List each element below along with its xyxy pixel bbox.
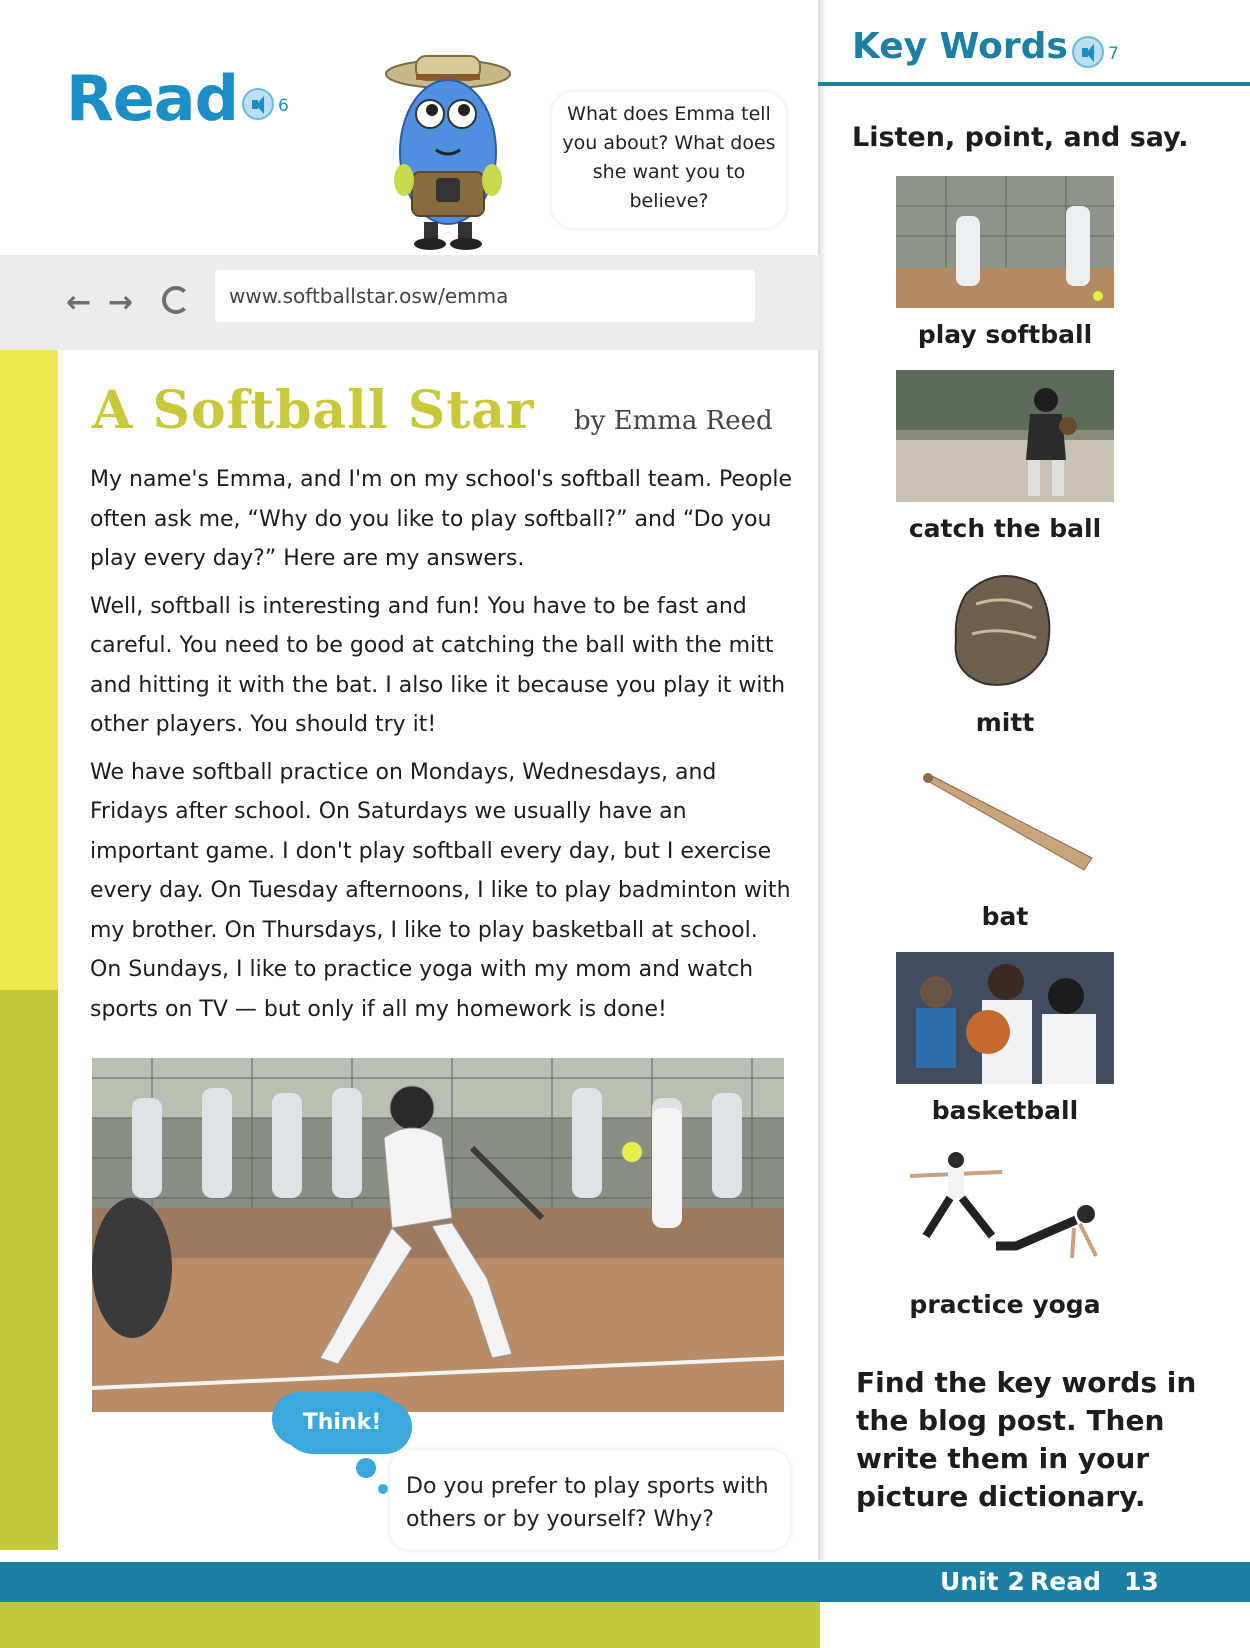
reload-icon[interactable] bbox=[162, 286, 190, 314]
green-side-strip bbox=[0, 990, 58, 1550]
key-word-basketball bbox=[880, 952, 1130, 1125]
key-words-task: Find the key words in the blog post. Then write them in your picture dictionary. bbox=[856, 1366, 1197, 1513]
bat-photo bbox=[896, 758, 1114, 890]
key-words-heading: Key Words bbox=[852, 26, 1068, 67]
mascot-explorer-icon bbox=[378, 52, 518, 252]
article-paragraph: We have softball practice on Mondays, Wednesdays, and Fridays after school. On Saturdays we usually have an important game. I don't play softball every day, but I exercise every day. On Tuesday afternoons, I like to play badminton with my brother. On Thursdays, I like to play basketball at school. On Sundays, I like to practice yoga with my mom and watch sports on TV — but only if all my homework is done! bbox=[90, 759, 791, 1022]
footer-section: Read bbox=[1030, 1567, 1101, 1596]
key-word-label: catch the ball bbox=[908, 514, 1102, 543]
page-margin bbox=[820, 1602, 1250, 1648]
article-title: A Softball Star bbox=[92, 380, 535, 441]
key-words-instruction: Listen, point, and say. bbox=[852, 122, 1189, 153]
key-word-label: play softball bbox=[917, 320, 1093, 349]
key-word-label: mitt bbox=[975, 708, 1035, 737]
key-words-divider bbox=[818, 82, 1250, 86]
audio-speaker-icon[interactable] bbox=[242, 88, 274, 120]
article-byline: by Emma Reed bbox=[574, 406, 773, 436]
key-word-catch-the-ball bbox=[880, 370, 1130, 543]
forward-arrow-icon[interactable]: → bbox=[108, 285, 134, 320]
think-cloud-badge: Think! bbox=[282, 1392, 402, 1454]
key-word-label: practice yoga bbox=[909, 1290, 1101, 1319]
page-number: 13 bbox=[1124, 1567, 1159, 1596]
practice-yoga-photo bbox=[896, 1146, 1114, 1278]
think-question-box bbox=[390, 1450, 790, 1550]
back-arrow-icon[interactable]: ← bbox=[66, 285, 92, 320]
article-paragraph: Well, softball is interesting and fun! You have to be fast and careful. You need to be good at catching the ball with the mitt and hitting it with the bat. I also like it because you play it with other players. You should try it! bbox=[90, 593, 786, 737]
article-paragraph: My name's Emma, and I'm on my school's softball team. People often ask me, “Why do you like to play softball?” and “Do you play every day?” Here are my answers. bbox=[90, 467, 793, 571]
basketball-photo bbox=[896, 952, 1114, 1084]
key-word-play-softball bbox=[880, 176, 1130, 349]
footer-unit: Unit 2 bbox=[940, 1567, 1025, 1596]
speech-bubble: What does Emma tell you about? What does she want you to believe? bbox=[552, 92, 786, 228]
thought-bubble-dot bbox=[378, 1484, 388, 1494]
key-word-mitt bbox=[880, 564, 1130, 737]
url-field[interactable]: www.softballstar.osw/emma bbox=[215, 270, 755, 322]
play-softball-photo bbox=[896, 176, 1114, 308]
yellow-side-strip bbox=[0, 350, 58, 990]
thought-bubble-dot bbox=[356, 1458, 376, 1478]
softball-batter-photo bbox=[92, 1058, 784, 1412]
audio-speaker-icon[interactable] bbox=[1072, 36, 1104, 68]
key-word-label: basketball bbox=[931, 1096, 1079, 1125]
article-body bbox=[90, 460, 795, 1037]
key-word-bat bbox=[880, 758, 1130, 931]
key-word-label: bat bbox=[981, 902, 1029, 931]
think-question: Do you prefer to play sports with others or by yourself? Why? bbox=[406, 1474, 769, 1532]
key-word-practice-yoga bbox=[880, 1146, 1130, 1319]
page-fold-shadow bbox=[818, 0, 826, 1560]
mitt-photo bbox=[896, 564, 1114, 696]
green-bottom-strip bbox=[0, 1600, 820, 1648]
audio-track-number: 6 bbox=[278, 96, 289, 116]
read-heading: Read bbox=[66, 62, 239, 135]
catch-the-ball-photo bbox=[896, 370, 1114, 502]
audio-track-number: 7 bbox=[1108, 44, 1119, 64]
